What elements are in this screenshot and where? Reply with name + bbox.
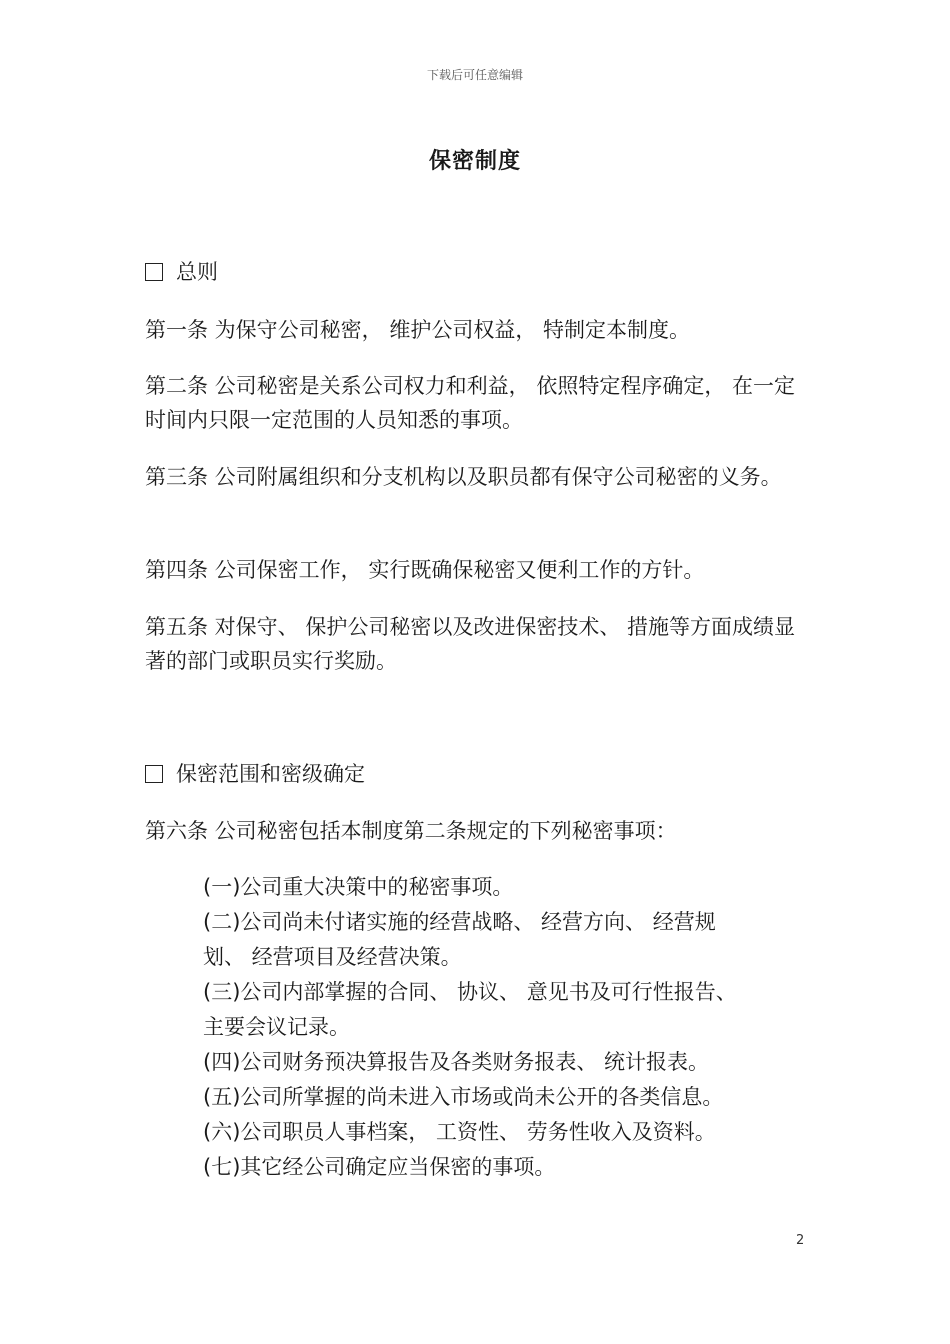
list-item: (一)公司重大决策中的秘密事项。 — [203, 875, 514, 899]
section-heading-general — [145, 255, 218, 289]
list-item: (二)公司尚未付诸实施的经营战略、 经营方向、 经营规划、 经营项目及经营决策。 — [203, 910, 716, 969]
list-item: (三)公司内部掌握的合同、 协议、 意见书及可行性报告、 主要会议记录。 — [203, 980, 737, 1039]
article-2: 第二条 公司秘密是关系公司权力和利益， 依照特定程序确定， 在一定时间内只限一定范围的人员知悉的事项。 — [145, 374, 796, 432]
section-heading-label: 总则 — [176, 260, 218, 284]
list-item: (五)公司所掌握的尚未进入市场或尚未公开的各类信息。 — [203, 1085, 724, 1109]
section-heading-label: 保密范围和密级确定 — [176, 762, 365, 786]
article-4: 第四条 公司保密工作， 实行既确保秘密又便利工作的方针。 — [145, 558, 705, 582]
section-heading-scope — [145, 757, 365, 791]
checkbox-icon — [145, 765, 163, 783]
document-title: 保密制度 — [428, 149, 521, 174]
checkbox-icon — [145, 263, 163, 281]
list-item: (四)公司财务预决算报告及各类财务报表、 统计报表。 — [203, 1050, 710, 1074]
secret-items-list — [203, 870, 743, 1185]
list-item: (七)其它经公司确定应当保密的事项。 — [203, 1155, 556, 1179]
article-1: 第一条 为保守公司秘密， 维护公司权益， 特制定本制度。 — [145, 318, 691, 342]
article-5: 第五条 对保守、 保护公司秘密以及改进保密技术、 措施等方面成绩显著的部门或职员实行奖励。 — [145, 615, 796, 673]
list-item: (六)公司职员人事档案， 工资性、 劳务性收入及资料。 — [203, 1120, 716, 1144]
article-3: 第三条 公司附属组织和分支机构以及职员都有保守公司秘密的义务。 — [145, 465, 782, 489]
header-note: 下载后可任意编辑 — [426, 68, 523, 82]
page-number: 2 — [796, 1233, 805, 1248]
article-6: 第六条 公司秘密包括本制度第二条规定的下列秘密事项： — [145, 819, 677, 843]
